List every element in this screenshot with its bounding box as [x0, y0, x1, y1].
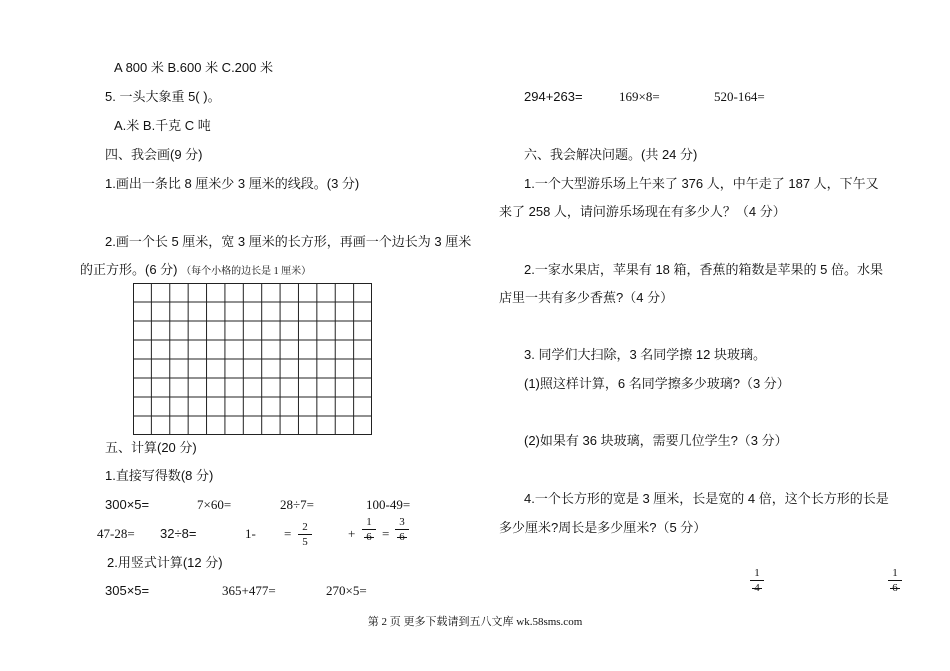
calc-item: 294+263=: [524, 89, 583, 104]
fraction-bar: [395, 529, 409, 530]
denominator: 5: [302, 536, 308, 548]
draw-q2-line2: [80, 262, 311, 280]
fraction-bar: [298, 534, 312, 535]
fraction-3-6: [395, 516, 409, 543]
stray-fraction-1-4: [750, 567, 764, 594]
problem-1-line1: 1.一个大型游乐场上午来了 376 人，中午走了 187 人，下午又: [524, 176, 879, 191]
problem-3: 3. 同学们大扫除，3 名同学擦 12 块玻璃。: [524, 347, 766, 362]
calc-item: 270×5=: [326, 583, 367, 598]
draw-q2-text: 的正方形。(6 分): [80, 262, 178, 277]
calc-item: 1-: [245, 526, 256, 541]
q5-options: A.米 B.千克 C 吨: [114, 118, 211, 133]
calc-item: 100-49=: [366, 497, 411, 512]
stray-fraction-1-6: [888, 567, 902, 594]
calc-q1-title: 1.直接写得数(8 分): [105, 468, 214, 483]
calc-item: 7×60=: [197, 497, 232, 512]
fraction-bar: [750, 580, 764, 581]
problem-3-part1: (1)照这样计算，6 名同学擦多少玻璃?（3 分）: [524, 376, 790, 391]
calc-item: 47-28=: [97, 526, 135, 541]
question-5: 5. 一头大象重 5( )。: [105, 89, 221, 104]
section-4-title: 四、我会画(9 分): [105, 147, 203, 162]
calc-item: 365+477=: [222, 583, 276, 598]
numerator: 1: [754, 567, 760, 579]
fraction-bar: [362, 529, 376, 530]
numerator: 1: [892, 567, 898, 579]
calc-item: 169×8=: [619, 89, 660, 104]
calc-item: 32÷8=: [160, 526, 197, 541]
calc-item: 520-164=: [714, 89, 765, 104]
problem-2-line2: 店里一共有多少香蕉?（4 分）: [499, 290, 674, 305]
fraction-2-5: [298, 521, 312, 548]
problem-4-line2: 多少厘米?周长是多少厘米?（5 分）: [499, 520, 707, 535]
problem-3-part2: (2)如果有 36 块玻璃，需要几位学生?（3 分）: [524, 433, 788, 448]
grid-note: （每个小格的边长是 1 厘米）: [181, 266, 312, 277]
denominator: 6: [399, 531, 405, 543]
numerator: 3: [399, 516, 405, 528]
problem-2-line1: 2.一家水果店，苹果有 18 箱，香蕉的箱数是苹果的 5 倍。水果: [524, 262, 883, 277]
equals-sign: =: [382, 526, 390, 541]
numerator: 1: [366, 516, 372, 528]
page-footer: 第 2 页 更多下载请到五八文库 wk.58sms.com: [367, 616, 583, 628]
draw-q2-line1: 2.画一个长 5 厘米，宽 3 厘米的长方形，再画一个边长为 3 厘米: [105, 234, 472, 249]
fraction-1-6: [362, 516, 376, 543]
equals-sign: =: [284, 526, 292, 541]
denominator: 6: [892, 582, 898, 594]
q4-options: A 800 米 B.600 米 C.200 米: [114, 60, 273, 75]
denominator: 4: [754, 582, 760, 594]
problem-1-line2: 来了 258 人，请问游乐场现在有多少人？（4 分）: [499, 204, 786, 219]
section-6-title: 六、我会解决问题。(共 24 分): [524, 147, 698, 162]
fraction-bar: [888, 580, 902, 581]
calc-item: 28÷7=: [280, 497, 314, 512]
calc-item: 300×5=: [105, 497, 150, 512]
problem-4-line1: 4.一个长方形的宽是 3 厘米，长是宽的 4 倍，这个长方形的长是: [524, 491, 889, 506]
calc-item: 305×5=: [105, 583, 150, 598]
numerator: 2: [302, 521, 308, 533]
draw-q1: 1.画出一条比 8 厘米少 3 厘米的线段。(3 分): [105, 176, 360, 191]
plus-sign: +: [348, 526, 356, 541]
denominator: 6: [366, 531, 372, 543]
section-5-title: 五、计算(20 分): [105, 440, 197, 455]
calc-q2-title: 2.用竖式计算(12 分): [107, 555, 223, 570]
drawing-grid: [133, 283, 372, 435]
